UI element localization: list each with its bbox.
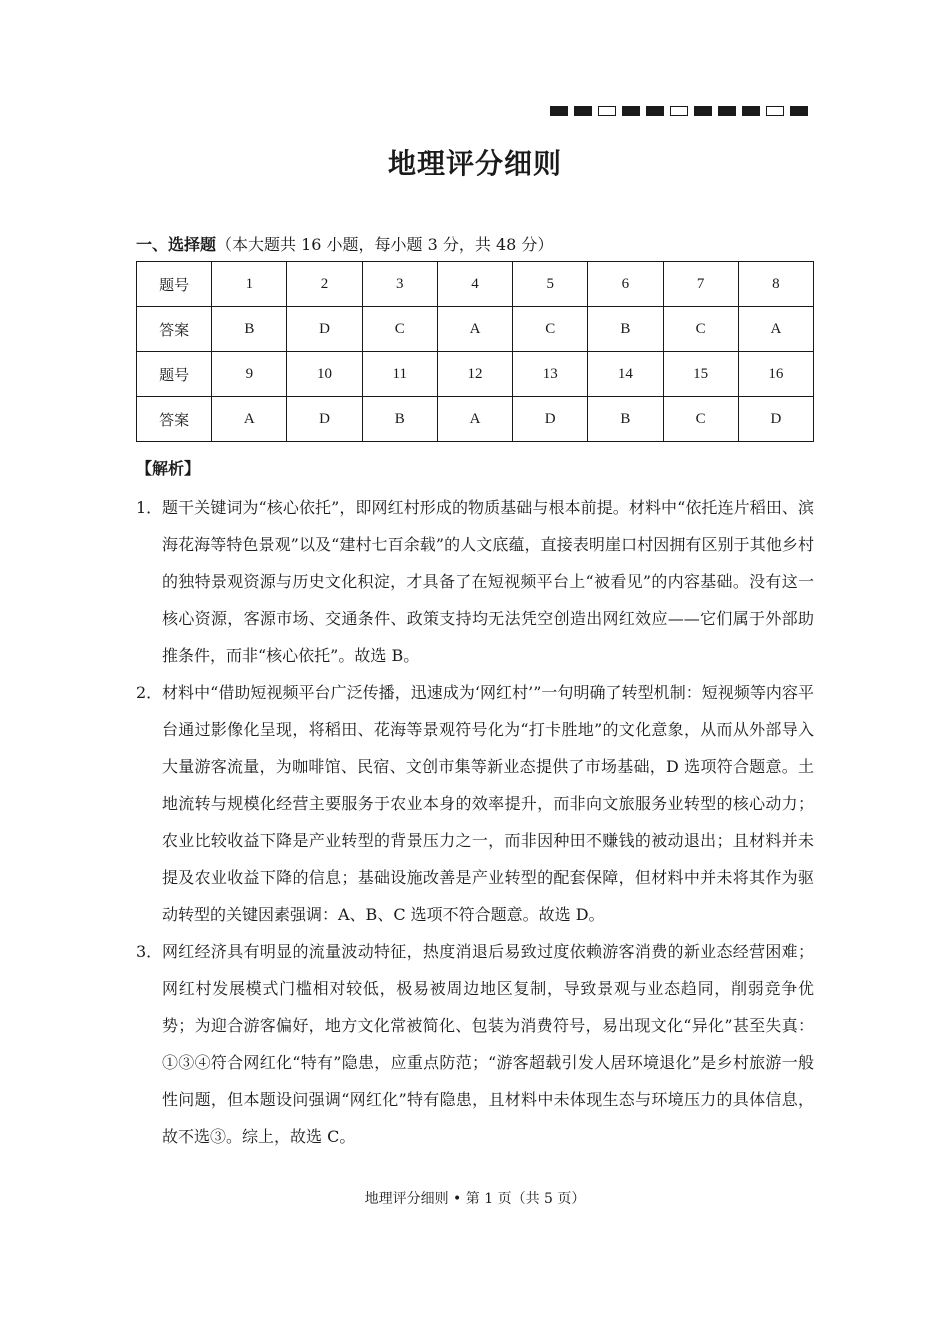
header-mark xyxy=(550,106,568,116)
question-number-cell: 13 xyxy=(513,352,588,397)
explanation-number: 1． xyxy=(136,498,163,517)
header-mark xyxy=(598,106,616,116)
answer-cell: A xyxy=(437,307,512,352)
answer-table xyxy=(136,261,814,442)
question-number-row xyxy=(137,262,814,307)
explanation-text: 材料中“借助短视频平台广泛传播，迅速成为‘网红村’”一句明确了转型机制：短视频等内容平台通过影像化呈现，将稻田、花海等景观符号化为“打卡胜地”的文化意象，从而从外部导入大量游客流量，为咖啡馆、民宿、文创市集等新业态提供了市场基础，D 选项符合题意。土地流转与规模化经营主要服务于农业本身的效率提升，而非向文旅服务业转型的核心动力；农业比较收益下降是产业转型的背景压力之一，而非因种田不赚钱的被动退出；且材料并未提及农业收益下降的信息；基础设施改善是产业转型的配套保障，但材料中并未将其作为驱动转型的关键因素强调：A、B、C 选项不符合题意。故选 D。 xyxy=(162,683,814,924)
explanation-list xyxy=(136,489,814,1155)
explanation-item xyxy=(136,674,814,933)
header-mark xyxy=(670,106,688,116)
question-number-cell: 3 xyxy=(362,262,437,307)
row-label: 题号 xyxy=(137,262,212,307)
row-label: 题号 xyxy=(137,352,212,397)
row-label: 答案 xyxy=(137,307,212,352)
header-mark xyxy=(790,106,808,116)
answer-cell: B xyxy=(212,307,287,352)
question-number-cell: 5 xyxy=(513,262,588,307)
question-number-cell: 11 xyxy=(362,352,437,397)
analysis-heading: 【解析】 xyxy=(136,459,201,478)
answer-cell: A xyxy=(212,397,287,442)
answer-cell: D xyxy=(287,397,362,442)
explanation-item xyxy=(136,489,814,674)
answer-cell: A xyxy=(437,397,512,442)
answer-row xyxy=(137,397,814,442)
question-number-cell: 1 xyxy=(212,262,287,307)
question-number-cell: 4 xyxy=(437,262,512,307)
question-number-cell: 7 xyxy=(663,262,738,307)
header-mark xyxy=(574,106,592,116)
answer-cell: D xyxy=(513,397,588,442)
header-mark xyxy=(742,106,760,116)
question-number-cell: 16 xyxy=(738,352,813,397)
question-number-cell: 10 xyxy=(287,352,362,397)
answer-cell: C xyxy=(663,307,738,352)
question-number-cell: 8 xyxy=(738,262,813,307)
page-title: 地理评分细则 xyxy=(387,147,562,180)
answer-cell: C xyxy=(362,307,437,352)
explanation-number: 2． xyxy=(136,683,163,702)
explanation-text: 网红经济具有明显的流量波动特征，热度消退后易致过度依赖游客消费的新业态经营困难；网红村发展模式门槛相对较低，极易被周边地区复制，导致景观与业态趋同，削弱竞争优势；为迎合游客偏好，地方文化常被简化、包装为消费符号，易出现文化“异化”甚至失真：①③④符合网红化“特有”隐患，应重点防范；“游客超载引发人居环境退化”是乡村旅游一般性问题，但本题设问强调“网红化”特有隐患，且材料中未体现生态与环境压力的具体信息，故不选③。综上，故选 C。 xyxy=(162,942,814,1146)
question-number-cell: 14 xyxy=(588,352,663,397)
question-number-cell: 15 xyxy=(663,352,738,397)
section-heading-note: （本大题共 16 小题，每小题 3 分，共 48 分） xyxy=(216,235,554,254)
header-mark xyxy=(694,106,712,116)
section-heading-label: 一、选择题 xyxy=(136,235,217,254)
answer-cell: D xyxy=(287,307,362,352)
question-number-cell: 6 xyxy=(588,262,663,307)
answer-cell: B xyxy=(588,397,663,442)
header-mark xyxy=(718,106,736,116)
header-marks xyxy=(550,106,808,116)
page-footer: 地理评分细则 • 第 1 页（共 5 页） xyxy=(364,1191,586,1207)
answer-row xyxy=(137,307,814,352)
question-number-cell: 12 xyxy=(437,352,512,397)
header-mark xyxy=(622,106,640,116)
answer-cell: B xyxy=(362,397,437,442)
explanation-number: 3． xyxy=(136,942,163,961)
question-number-row xyxy=(137,352,814,397)
answer-cell: C xyxy=(513,307,588,352)
header-mark xyxy=(766,106,784,116)
question-number-cell: 2 xyxy=(287,262,362,307)
section-heading xyxy=(136,232,553,255)
header-mark xyxy=(646,106,664,116)
row-label: 答案 xyxy=(137,397,212,442)
answer-cell: A xyxy=(738,307,813,352)
question-number-cell: 9 xyxy=(212,352,287,397)
explanation-item xyxy=(136,933,814,1155)
explanation-text: 题干关键词为“核心依托”，即网红村形成的物质基础与根本前提。材料中“依托连片稻田、滨海花海等特色景观”以及“建村七百余载”的人文底蕴，直接表明崖口村因拥有区别于其他乡村的独特景观资源与历史文化积淀，才具备了在短视频平台上“被看见”的内容基础。没有这一核心资源，客源市场、交通条件、政策支持均无法凭空创造出网红效应——它们属于外部助推条件，而非“核心依托”。故选 B。 xyxy=(162,498,814,665)
answer-cell: C xyxy=(663,397,738,442)
answer-cell: D xyxy=(738,397,813,442)
answer-cell: B xyxy=(588,307,663,352)
